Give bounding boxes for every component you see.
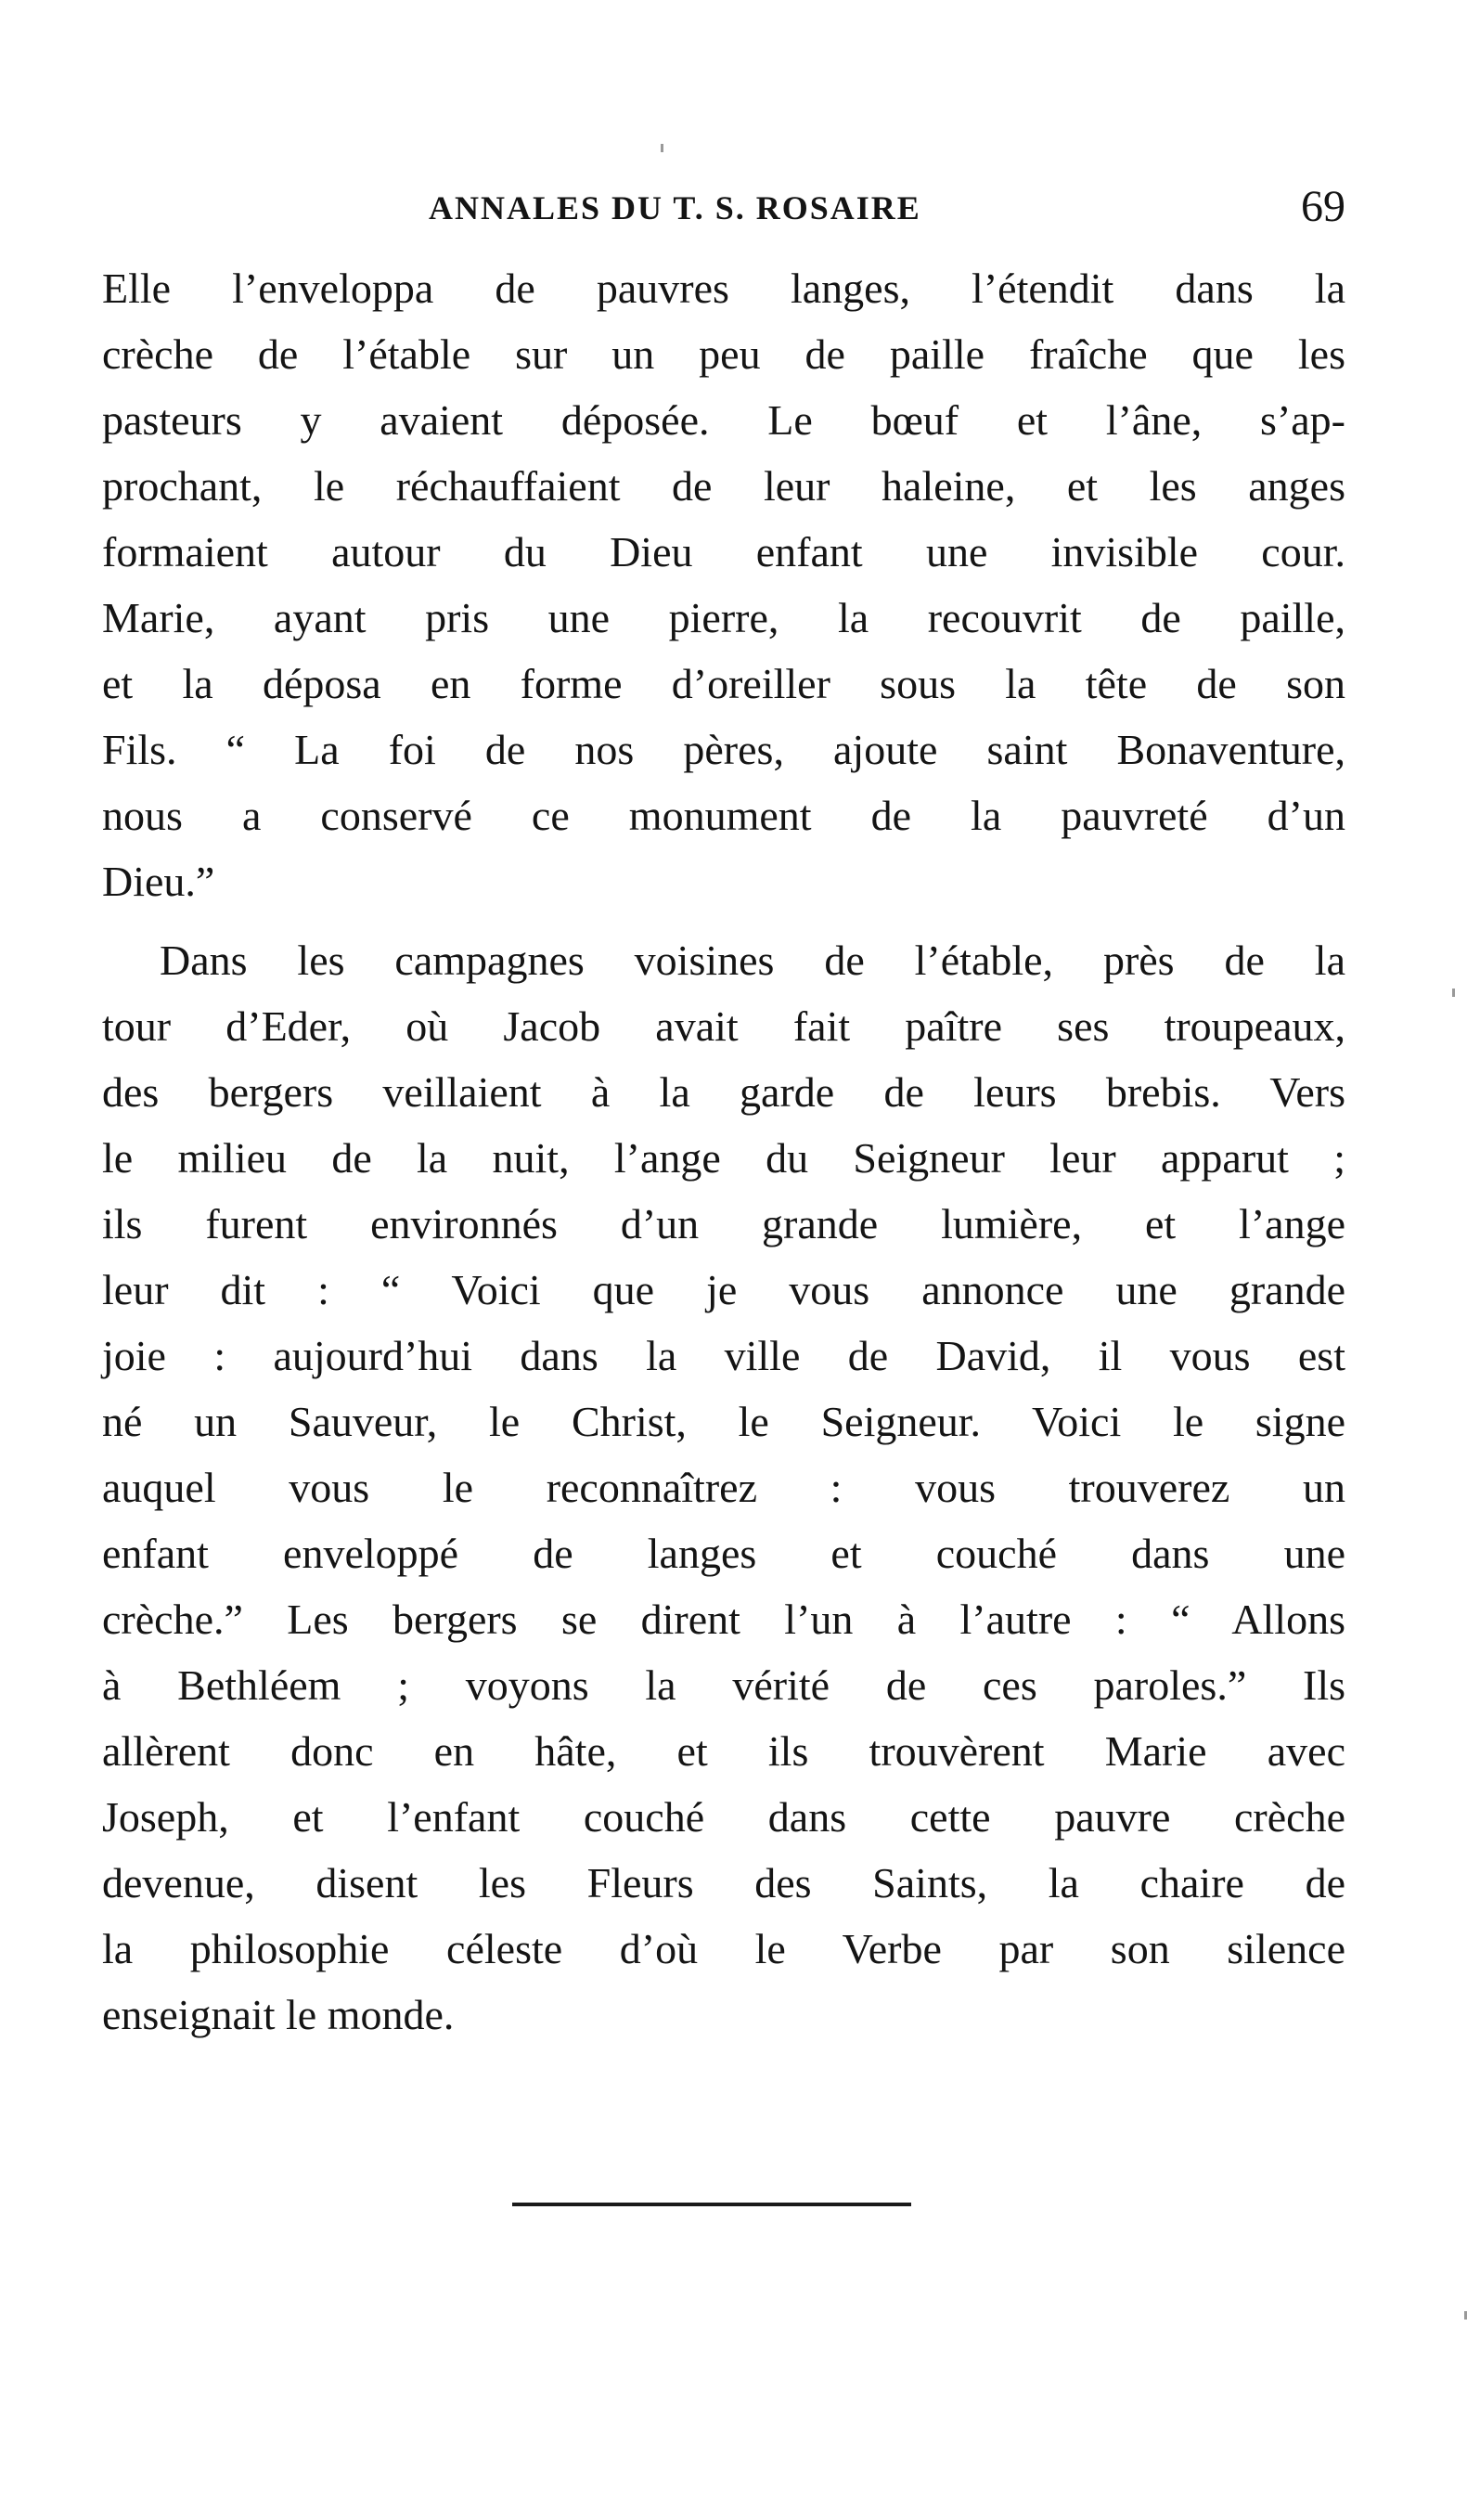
text-line: Dieu.” bbox=[102, 858, 215, 905]
text-line: joie : aujourd’hui dans la ville de David, il vous est bbox=[102, 1332, 1345, 1379]
text-line: à Bethléem ; voyons la vérité de ces paroles.” Ils bbox=[102, 1661, 1345, 1709]
print-speck bbox=[661, 144, 663, 152]
text-line: Marie, ayant pris une pierre, la recouvrit de paille, bbox=[102, 594, 1345, 641]
text-line: la philosophie céleste d’où le Verbe par son silence bbox=[102, 1925, 1345, 1972]
text-line: formaient autour du Dieu enfant une invisible cour. bbox=[102, 528, 1345, 575]
text-line: leur dit : “ Voici que je vous annonce une grande bbox=[102, 1266, 1345, 1313]
text-line: crèche de l’étable sur un peu de paille fraîche que les bbox=[102, 330, 1345, 378]
body-text bbox=[102, 255, 1345, 2048]
text-line: et la déposa en forme d’oreiller sous la tête de son bbox=[102, 660, 1345, 707]
text-line: auquel vous le reconnaîtrez : vous trouverez un bbox=[102, 1464, 1345, 1511]
text-line: nous a conservé ce monument de la pauvreté d’un bbox=[102, 792, 1345, 839]
text-line: né un Sauveur, le Christ, le Seigneur. Voici le signe bbox=[102, 1398, 1345, 1445]
text-line: enfant enveloppé de langes et couché dans une bbox=[102, 1530, 1345, 1577]
text-line: Dans les campagnes voisines de l’étable, près de la bbox=[160, 937, 1345, 984]
page-number: 69 bbox=[1301, 182, 1345, 231]
text-line: Joseph, et l’enfant couché dans cette pauvre crèche bbox=[102, 1793, 1345, 1841]
text-line: crèche.” Les bergers se dirent l’un à l’autre : “ Allons bbox=[102, 1596, 1345, 1643]
text-line: ils furent environnés d’un grande lumière, et l’ange bbox=[102, 1200, 1345, 1247]
text-line: des bergers veillaient à la garde de leurs brebis. Vers bbox=[102, 1068, 1345, 1116]
paragraph-gap bbox=[102, 914, 1345, 927]
running-header bbox=[102, 181, 1345, 237]
paragraph-1 bbox=[102, 255, 1345, 914]
text-line: tour d’Eder, où Jacob avait fait paître ses troupeaux, bbox=[102, 1002, 1345, 1050]
text-line: pasteurs y avaient déposée. Le bœuf et l’âne, s’ap- bbox=[102, 396, 1345, 444]
text-line: enseignait le monde. bbox=[102, 1991, 455, 2038]
print-speck bbox=[1464, 2311, 1467, 2320]
text-line: Fils. “ La foi de nos pères, ajoute saint Bonaventure, bbox=[102, 726, 1345, 773]
text-line: prochant, le réchauffaient de leur haleine, et les anges bbox=[102, 462, 1345, 510]
text-line: allèrent donc en hâte, et ils trouvèrent Marie avec bbox=[102, 1727, 1345, 1775]
section-divider-rule bbox=[512, 2203, 911, 2206]
paragraph-2 bbox=[102, 927, 1345, 2048]
text-line: devenue, disent les Fleurs des Saints, la chaire de bbox=[102, 1859, 1345, 1906]
print-speck bbox=[1452, 989, 1455, 997]
text-line: le milieu de la nuit, l’ange du Seigneur leur apparut ; bbox=[102, 1134, 1345, 1182]
running-title: ANNALES DU T. S. ROSAIRE bbox=[429, 189, 921, 226]
text-line: Elle l’enveloppa de pauvres langes, l’étendit dans la bbox=[102, 265, 1345, 312]
